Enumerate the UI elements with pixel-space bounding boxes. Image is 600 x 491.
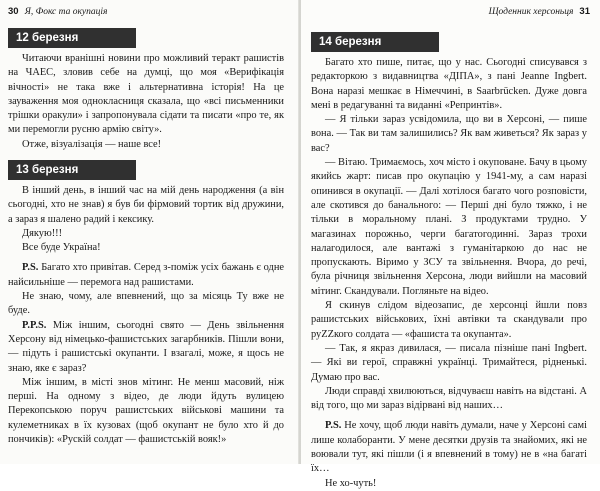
left-page-header [8, 6, 107, 17]
paragraph: Я скинув слідом відеозапис, де херсонці йшли повз рашистських військових, їхні автівки та скандували про руZZкого солдата — «фашиста та окупанта». [311, 300, 587, 340]
section-12-march-text [8, 52, 284, 152]
paragraph: Читаючи вранішні новини про можливий теракт рашистів на ЧАЕС, зловив себе на думці, що моя «Верифікація вічності» не така вже і альтернативна історія! На це зауваження моя однокласниця сказала, що «всі письменники трішки оракули» і запропонувала сідати та писати «про те, як ми перемогли русню армію світу». [8, 53, 284, 136]
paragraph: Не хо-чуть! [325, 477, 377, 489]
section-14-march-text [311, 56, 587, 491]
paragraph: Люди справді хвилюються, відчуваєш навіть на відстані. А від того, що ми зараз відірвані від наших… [311, 385, 587, 412]
left-running-title: Я, Фокс та окупація [24, 7, 108, 17]
pps-text: Між іншим, сьогодні свято — День звільнення Херсону від німецько-фашистських загарбників. Пішли вони, — підуть і рашистські окупанти. І взагалі, може, я щось не знаю, яке є зараз? [8, 319, 284, 374]
right-running-title: Щоденник херсоньця [488, 7, 574, 17]
pps-paragraph [8, 319, 284, 376]
ps-label: P.S. [22, 262, 39, 274]
ps-label: P.S. [325, 420, 342, 432]
paragraph: Дякую!!! [22, 227, 63, 239]
left-page [0, 0, 299, 464]
paragraph: Не знаю, чому, але впевнений, що за місяць Ту вже не буде. [8, 291, 284, 317]
ps-paragraph [8, 261, 284, 290]
paragraph: — Я тільки зараз усвідомила, що ви в Херсоні, — пише вона. — Так ви там залишились? Як вам живеться? Як зараз у вас? [311, 114, 587, 154]
paragraph: Отже, візуалізація — наше все! [22, 138, 162, 150]
paragraph: В інший день, в інший час на мій день народження (а він сьогодні, хто не знав) я був би фірмовий тортик від дружини, а зараз я шалено радий і кексику. [8, 185, 284, 225]
left-page-number: 30 [8, 6, 19, 17]
date-heading-13-march: 13 березня [8, 160, 136, 180]
paragraph: — Вітаю. Тримаємось, хоч місто і окуповане. Бачу в цьому якийсь жарт: писав про окупацію у 1941-му, а сам наразі опинився в окупації. — Далі хотілося багато чого розповісти, але скотився до банального: — Перші дні було тяжко, і не тільки в моральному плані. З продуктами трудно. У магазинах порожньо, черги багатогодинні. Зараз трохи налагодилося, але вантажі з гуманітаркою до нас не пропускають. Віримо у ЗСУ та звільнення. Вчора, до речі, була річниця звільнення Херсона, люди вийшли на масовий мітинг. Скандували. Погляньте на відео. [311, 157, 587, 297]
right-page [301, 0, 600, 489]
paragraph: Між іншим, в місті знов мітинг. Не менш масовий, ніж перші. На одному з відео, де люди йдуть вулицею Перекопською поруч рашистських військові машини та кулеметниках в їх кузовах (щоб окупант не було хто й до пончиків): «Рускій солдат — фашистській вояк!» [8, 376, 284, 446]
ps-paragraph [311, 419, 587, 476]
paragraph: Все буде Україна! [22, 242, 101, 254]
ps-text: Багато хто привітав. Серед з-поміж усіх бажань є одне найсильніше — перемога над рашистами. [8, 262, 284, 288]
pps-label: P.P.S. [22, 319, 47, 331]
paragraph: — Так, я якраз дивилася, — писала пізніше пані Ingbert. — Які ви герої, справжні українці. Тримайтеся, рідненькі. Думаю про вас. [311, 342, 587, 383]
right-page-header [489, 6, 590, 17]
section-13-march-text [8, 184, 284, 447]
date-heading-12-march: 12 березня [8, 28, 136, 48]
ps-text: Не хочу, щоб люди навіть думали, наче у Херсоні самі лише колаборанти. У мене десятки друзів та знайомих, які не воювали тут, які пішли (і я впевнений в тому) не в «на багаті їх… [311, 420, 587, 475]
right-page-number: 31 [579, 6, 590, 17]
paragraph: Багато хто пише, питає, що у нас. Сьогодні списувався з редакторкою з видавництва «ДІПА», з пані Jeanne Ingbert. Вона наразі мешкає в Німеччині, в Saarbrücken. Дуже довга мені в редагуванні та виданні «Репринтів». [311, 57, 587, 111]
date-heading-14-march: 14 березня [311, 32, 439, 52]
